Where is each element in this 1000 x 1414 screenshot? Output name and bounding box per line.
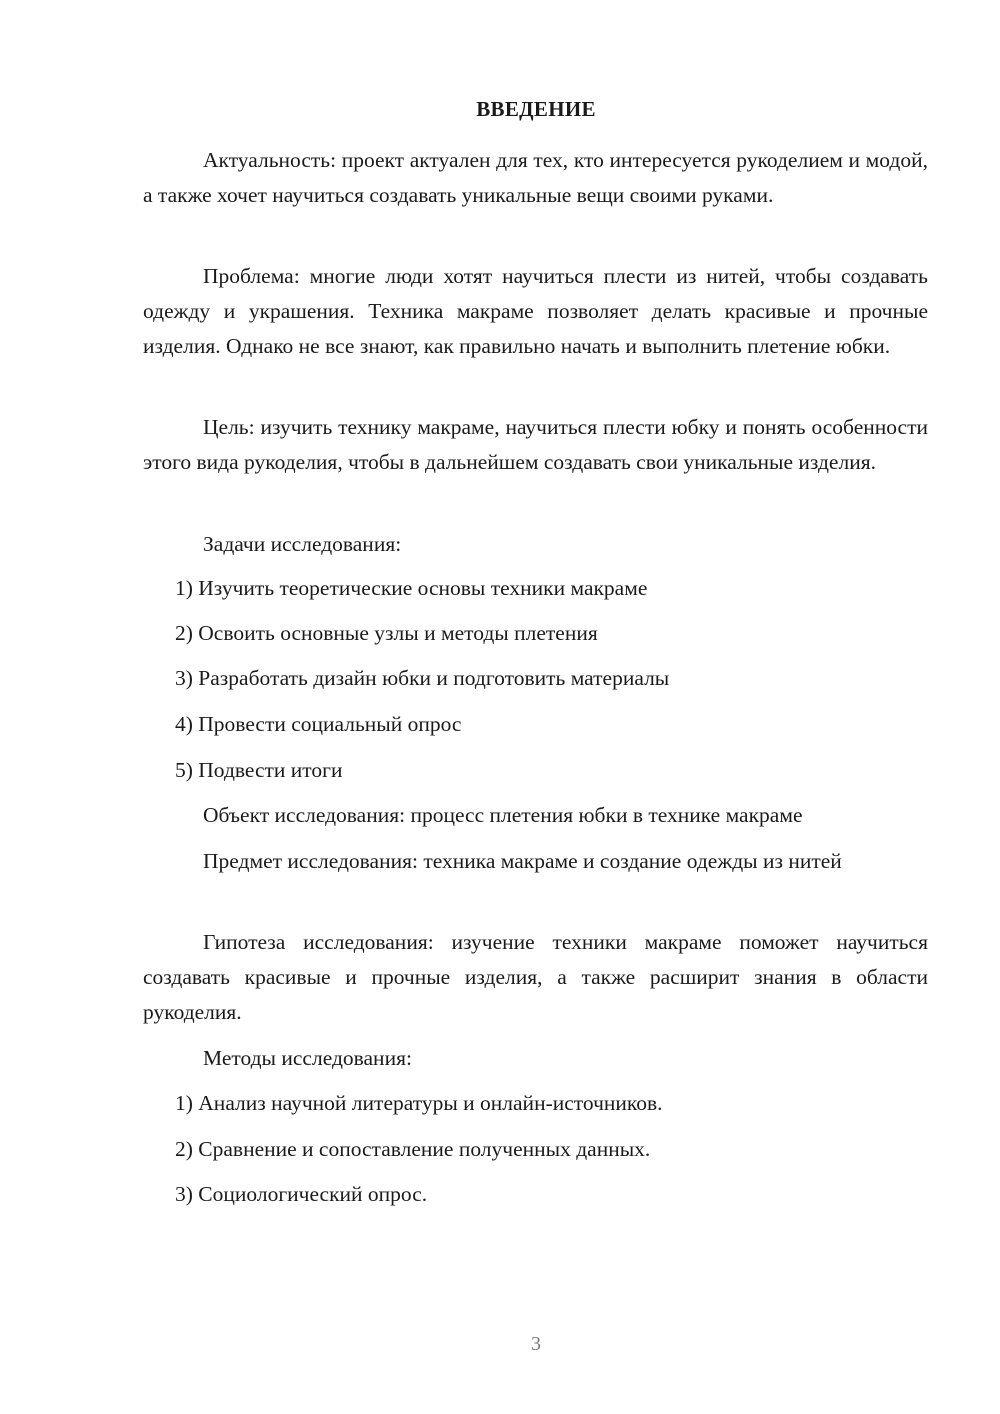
task-item: 1) Изучить теоретические основы техники макраме bbox=[175, 576, 648, 600]
page-number: 3 bbox=[531, 1333, 541, 1355]
task-item: 4) Провести социальный опрос bbox=[175, 712, 462, 736]
task-item: 2) Освоить основные узлы и методы плетения bbox=[175, 621, 598, 645]
method-item: 3) Социологический опрос. bbox=[175, 1182, 428, 1206]
method-item: 1) Анализ научной литературы и онлайн-источников. bbox=[175, 1091, 663, 1115]
method-item: 2) Сравнение и сопоставление полученных данных. bbox=[175, 1137, 651, 1161]
section-heading: ВВЕДЕНИЕ bbox=[476, 97, 596, 121]
tasks-title: Задачи исследования: bbox=[203, 532, 402, 556]
problem-paragraph: Проблема: многие люди хотят научиться плести из нитей, чтобы создавать одежду и украшения. Техника макраме позволяет делать красивые и прочные изделия. Однако не все знают, как правильно начать и выполнить плетение юбки. bbox=[143, 264, 928, 358]
task-item: 5) Подвести итоги bbox=[175, 758, 343, 782]
relevance-paragraph: Актуальность: проект актуален для тех, кто интересуется рукоделием и модой, а также хочет научиться создавать уникальные вещи своими руками. bbox=[143, 148, 928, 207]
hypothesis-paragraph: Гипотеза исследования: изучение техники макраме поможет научиться создавать красивые и прочные изделия, а также расширит знания в области рукоделия. bbox=[143, 930, 928, 1024]
subject-paragraph: Предмет исследования: техника макраме и создание одежды из нитей bbox=[203, 849, 842, 873]
object-line: Объект исследования: процесс плетения юбки в технике макраме bbox=[203, 803, 803, 827]
goal-paragraph: Цель: изучить технику макраме, научиться плести юбку и понять особенности этого вида рукоделия, чтобы в дальнейшем создавать свои уникальные изделия. bbox=[143, 415, 928, 474]
task-item: 3) Разработать дизайн юбки и подготовить материалы bbox=[175, 666, 670, 690]
methods-title: Методы исследования: bbox=[203, 1046, 412, 1070]
